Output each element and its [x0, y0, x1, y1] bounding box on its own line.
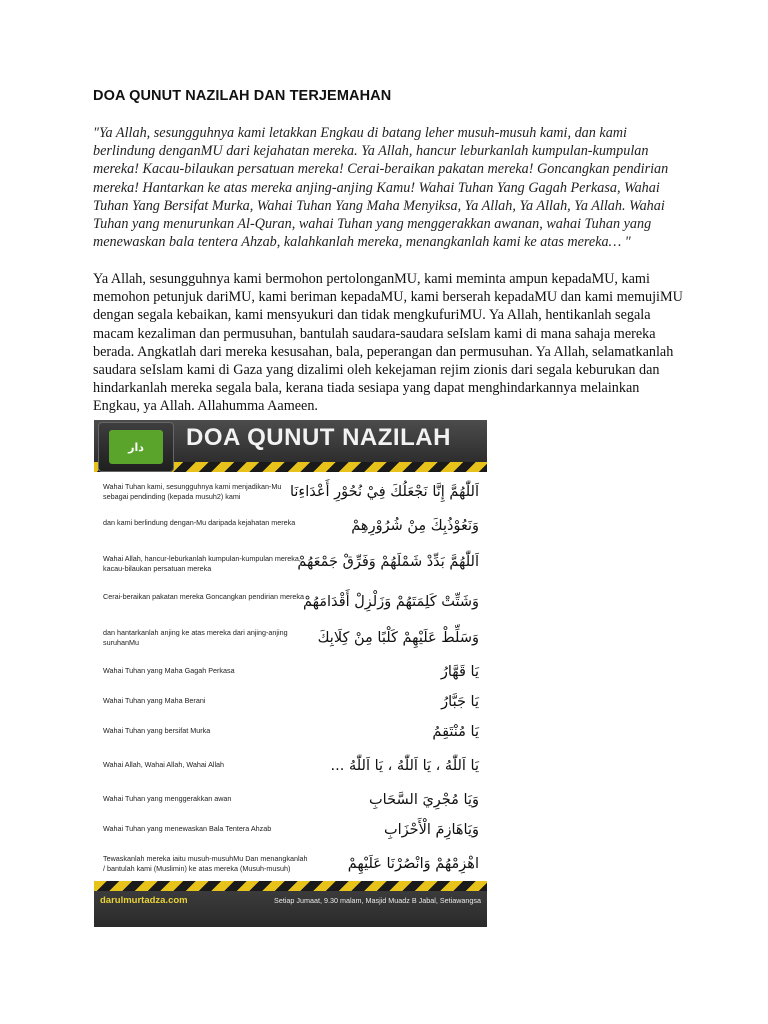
- footer-schedule: Setiap Jumaat, 9.30 malam, Masjid Muadz B Jabal, Setiawangsa: [274, 896, 481, 905]
- hazard-stripe: [94, 881, 487, 891]
- poster-footer: [94, 881, 487, 927]
- footer-website: darulmurtadza.com: [100, 895, 188, 906]
- poster-title: DOA QUNUT NAZILAH: [186, 424, 451, 451]
- malay-translation: Wahai Tuhan yang menggerakkan awan: [103, 794, 232, 803]
- arabic-text: اَللّٰهُمَّ بَدِّدْ شَمْلَهُمْ وَفَرِّقْ جَمْعَهُمْ: [297, 554, 479, 570]
- malay-translation: Cerai-beraikan pakatan mereka Goncangkan pendirian mereka: [103, 592, 304, 601]
- arabic-text: وَيَا مُجْرِيَ السَّحَابِ: [369, 792, 479, 808]
- arabic-text: وَنَعُوْذُبِكَ مِنْ شُرُوْرِهِمْ: [351, 518, 479, 534]
- malay-translation: Wahai Tuhan yang Maha Berani: [103, 696, 206, 705]
- arabic-text: وَشَتِّتْ كَلِمَتَهُمْ وَزَلْزِلْ أَقْدَامَهُمْ: [302, 594, 479, 610]
- malay-translation: Wahai Tuhan yang menewaskan Bala Tentera Ahzab: [103, 824, 272, 833]
- arabic-text: اهْزِمْهُمْ وَانْصُرْنَا عَلَيْهِمْ: [347, 856, 479, 872]
- arabic-text: يَا اَللّٰهُ ، يَا اَللّٰهُ ، يَا اَللّٰهُ ...: [330, 758, 479, 774]
- doa-qunut-poster-image: [94, 420, 487, 927]
- logo-emblem: دار: [109, 430, 163, 464]
- malay-translation: Wahai Allah, Wahai Allah, Wahai Allah: [103, 760, 225, 769]
- poster-header: [94, 420, 487, 472]
- malay-translation: Tewaskanlah mereka iaitu musuh-musuhMu Dan menangkanlah / bantulah kami (Muslimin) ke atas mereka (Musuh-musuh): [103, 854, 308, 873]
- malay-translation: Wahai Tuhan kami, sesungguhnya kami menjadikan-Mu sebagai pendinding (kepada musuh2) kami: [103, 482, 282, 501]
- arabic-text: اَللّٰهُمَّ إِنَّا نَجْعَلُكَ فِيْ نُحُوْرِ أَعْدَاءِنَا: [289, 484, 479, 500]
- malay-translation: Wahai Tuhan yang bersifat Murka: [103, 726, 211, 735]
- arabic-text: يَا قَهَّارُ: [440, 664, 479, 680]
- malay-translation: dan kami berlindung dengan-Mu daripada kejahatan mereka: [103, 518, 296, 527]
- malay-translation: Wahai Allah, hancur-leburkanlah kumpulan-kumpulan mereka, kacau-bilaukan persatuan mereka: [103, 554, 301, 573]
- body-prayer-paragraph: Ya Allah, sesungguhnya kami bermohon pertolonganMU, kami meminta ampun kepadaMU, kami memohon petunjuk dariMU, kami beriman kepadaMU, kami berserah kepadaMU dan kami memujiMU dengan segala kebaikan, kami mensyukuri dan tidak mengkufuriMU. Ya Allah, hentikanlah segala macam kezaliman dan permusuhan, bantulah saudara-saudara seIslam kami di mana sahaja mereka berada. Angkatlah dari mereka kesusahan, bala, peperangan dan permusuhan. Ya Allah, selamatkanlah saudara seIslam kami di Gaza yang dizalimi oleh kekejaman rejim zionis dari segala keburukan dan hindarkanlah mereka segala bala, kerana tiada sesiapa yang dapat menghindarkannya melainkan Engkau, ya Allah. Allahumma Aameen.: [93, 271, 683, 415]
- italic-prayer-paragraph: "Ya Allah, sesungguhnya kami letakkan Engkau di batang leher musuh-musuh kami, dan kami berlindung denganMU dari kejahatan mereka. Ya Allah, hancur leburkanlah kumpulan-kumpulan mereka! Kacau-bilaukan persatuan mereka! Cerai-beraikan pakatan mereka! Goncangkan pendirian mereka! Hantarkan ke atas mereka anjing-anjing Kamu! Wahai Tuhan Yang Gagah Perkasa, Wahai Tuhan Yang Bersifat Murka, Wahai Tuhan Yang Maha Menyiksa, Ya Allah, Ya Allah, Ya Allah. Wahai Tuhan yang menurunkan Al-Quran, wahai Tuhan yang menggerakkan awanan, wahai Tuhan yang menewaskan bala tentera Ahzab, kalahkanlah mereka, menangkanlah kami ke atas mereka… ": [93, 125, 669, 251]
- darul-murtadza-logo: [98, 422, 174, 472]
- malay-translation: dan hantarkanlah anjing ke atas mereka dari anjing-anjing suruhanMu: [103, 628, 288, 647]
- malay-translation: Wahai Tuhan yang Maha Gagah Perkasa: [103, 666, 235, 675]
- document-title: DOA QUNUT NAZILAH DAN TERJEMAHAN: [93, 88, 392, 104]
- arabic-text: وَسَلِّطْ عَلَيْهِمْ كَلْبًا مِنْ كِلَابِكَ: [317, 630, 479, 646]
- arabic-text: وَيَاهَازِمَ الْأَحْزَابِ: [383, 822, 479, 838]
- arabic-text: يَا جَبَّارُ: [441, 694, 479, 710]
- arabic-text: يَا مُنْتَقِمُ: [432, 724, 479, 740]
